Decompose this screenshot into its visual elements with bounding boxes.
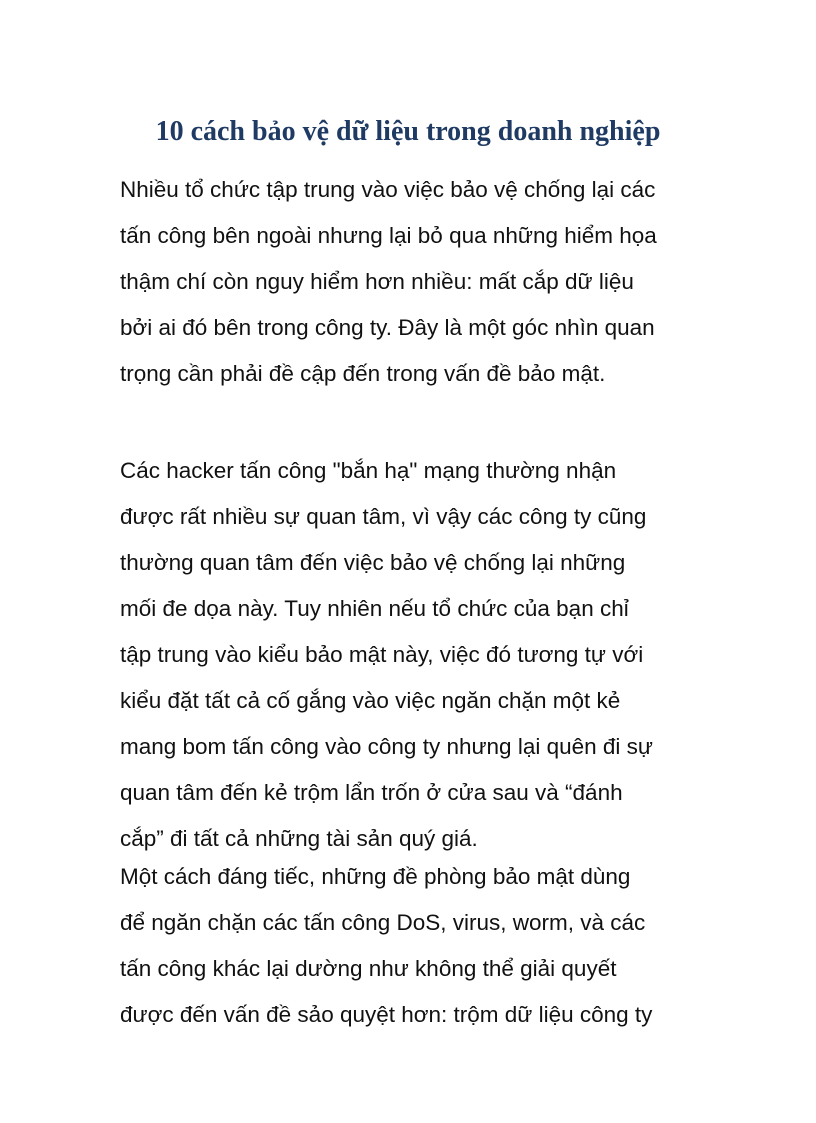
document-title: 10 cách bảo vệ dữ liệu trong doanh nghiệp	[155, 116, 661, 147]
paragraph-line: Nhiều tổ chức tập trung vào việc bảo vệ chống lại các	[120, 177, 656, 202]
paragraph-line: mối đe dọa này. Tuy nhiên nếu tổ chức của bạn chỉ	[120, 596, 629, 621]
paragraph-line: tấn công khác lại dường như không thể giải quyết	[120, 956, 617, 981]
paragraph-line: tập trung vào kiểu bảo mật này, việc đó tương tự với	[120, 642, 644, 667]
paragraph-line: được đến vấn đề sảo quyệt hơn: trộm dữ liệu công ty	[120, 1002, 653, 1027]
paragraph-line: trọng cần phải đề cập đến trong vấn đề bảo mật.	[120, 361, 606, 386]
paragraph-line: tấn công bên ngoài nhưng lại bỏ qua những hiểm họa	[120, 223, 657, 248]
paragraph-line: Các hacker tấn công "bắn hạ" mạng thường nhận	[120, 458, 617, 483]
paragraph-line: cắp” đi tất cả những tài sản quý giá.	[120, 826, 478, 851]
paragraph-line: quan tâm đến kẻ trộm lẩn trốn ở cửa sau và “đánh	[120, 780, 623, 805]
paragraph-line: Một cách đáng tiếc, những đề phòng bảo mật dùng	[120, 864, 631, 889]
paragraph-2	[120, 448, 710, 862]
paragraph-line: để ngăn chặn các tấn công DoS, virus, worm, và các	[120, 910, 646, 935]
paragraph-3	[120, 854, 710, 1038]
paragraph-line: thậm chí còn nguy hiểm hơn nhiều: mất cắp dữ liệu	[120, 269, 634, 294]
paragraph-line: mang bom tấn công vào công ty nhưng lại quên đi sự	[120, 734, 653, 759]
paragraph-line: kiểu đặt tất cả cố gắng vào việc ngăn chặn một kẻ	[120, 688, 621, 713]
paragraph-1	[120, 167, 710, 397]
paragraph-line: bởi ai đó bên trong công ty. Đây là một góc nhìn quan	[120, 315, 655, 340]
paragraph-line: được rất nhiều sự quan tâm, vì vậy các công ty cũng	[120, 504, 647, 529]
paragraph-line: thường quan tâm đến việc bảo vệ chống lại những	[120, 550, 626, 575]
